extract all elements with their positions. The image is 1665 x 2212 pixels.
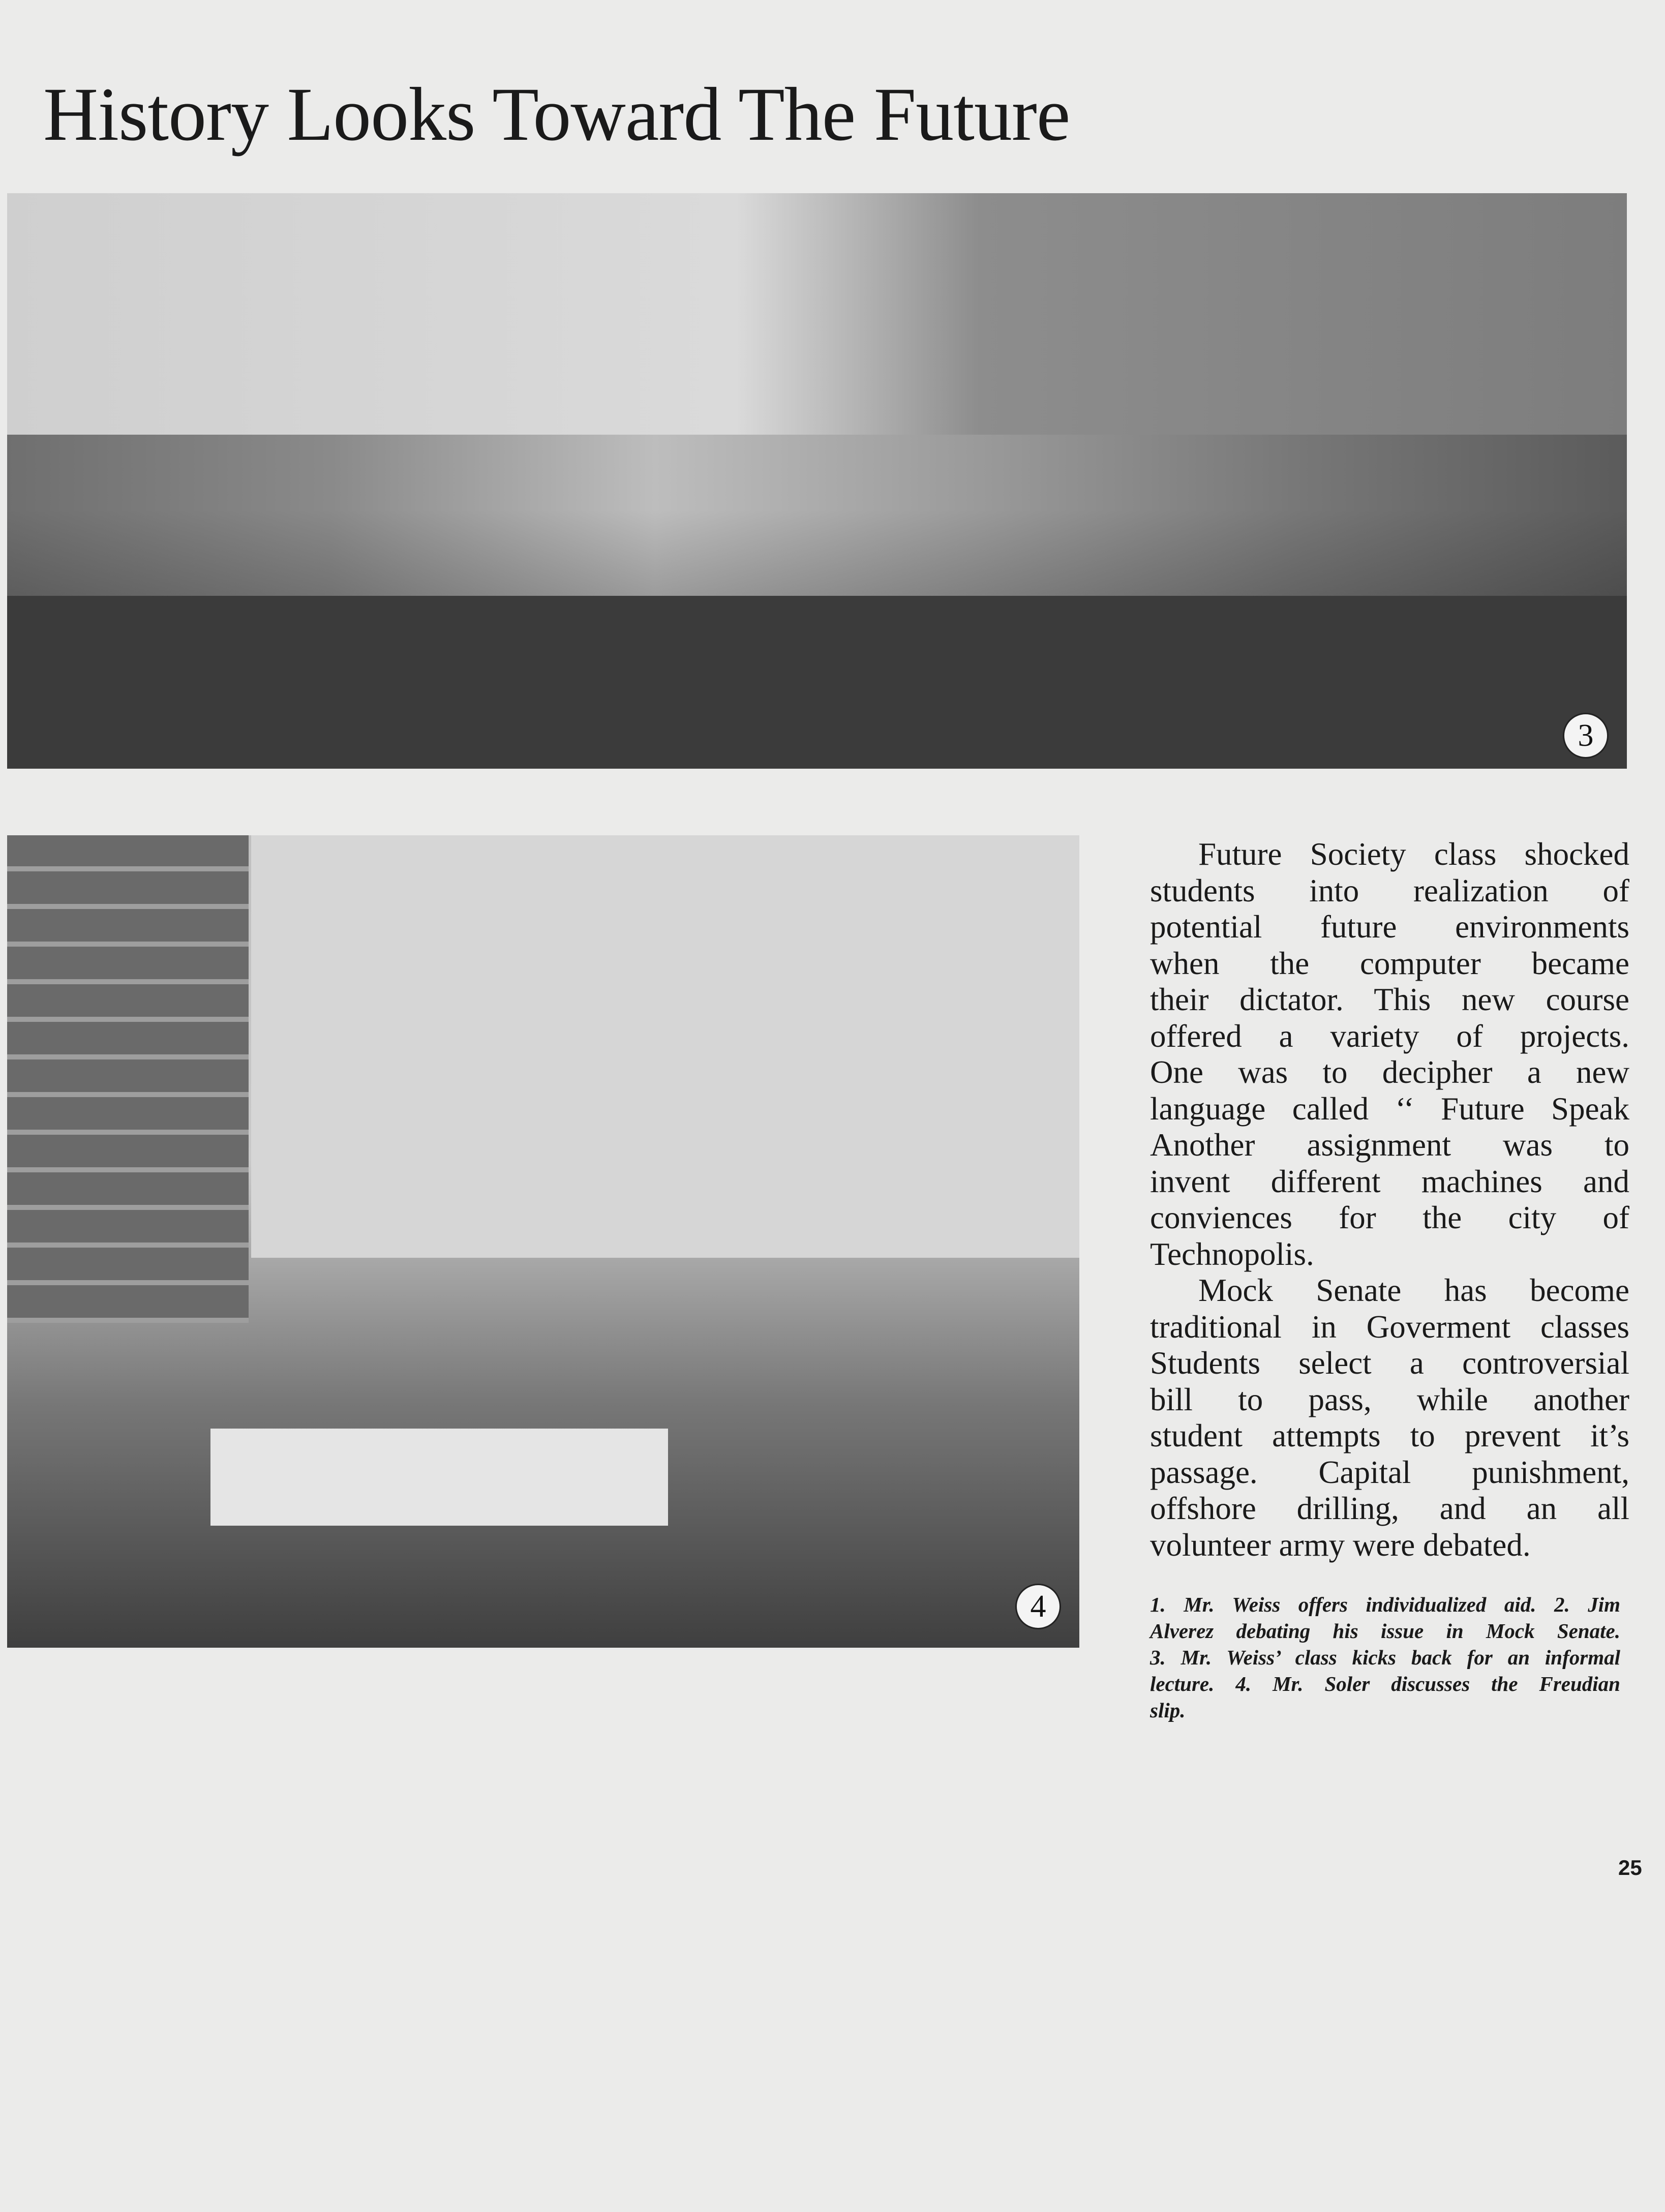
body-line: Future Society class shocked — [1198, 836, 1629, 872]
body-line: student attempts to prevent it’s — [1150, 1418, 1629, 1453]
page-title: History Looks Toward The Future — [43, 72, 1070, 157]
body-line: passage. Capital punishment, — [1150, 1454, 1629, 1490]
photo-number-badge: 4 — [1015, 1584, 1061, 1629]
body-line: when the computer became — [1150, 945, 1629, 981]
body-line: Technopolis. — [1150, 1236, 1314, 1272]
body-line: volunteer army were debated. — [1150, 1527, 1531, 1563]
photo-class-informal-lecture — [7, 193, 1627, 769]
body-line: One was to decipher a new — [1150, 1054, 1629, 1090]
photo-floor — [7, 596, 1627, 769]
body-line: Mock Senate has become — [1198, 1272, 1629, 1308]
article-body — [1150, 836, 1629, 1563]
photo-brick-wall — [7, 835, 249, 1323]
caption-line: lecture. 4. Mr. Soler discusses the Freudian — [1150, 1672, 1620, 1695]
photo-captions — [1150, 1591, 1620, 1723]
photo-number-badge: 3 — [1563, 713, 1609, 759]
caption-line: Alverez debating his issue in Mock Senate. — [1150, 1619, 1620, 1643]
body-line: invent different machines and — [1150, 1163, 1629, 1199]
caption-line: 3. Mr. Weiss’ class kicks back for an informal — [1150, 1646, 1620, 1669]
body-line: language called ‘‘ Future Speak — [1150, 1090, 1629, 1127]
photo-wall — [7, 193, 1627, 435]
body-line: students into realization of — [1150, 872, 1629, 908]
photo-teacher-discussion — [7, 835, 1079, 1648]
body-line: conviences for the city of — [1150, 1200, 1629, 1235]
body-line: potential future environments — [1150, 909, 1629, 945]
body-line: offshore drilling, and an all — [1150, 1491, 1629, 1526]
photo-table — [210, 1429, 668, 1526]
body-line: Another assignment was to — [1150, 1127, 1629, 1163]
body-line: bill to pass, while another — [1150, 1381, 1629, 1417]
body-line: Students select a controversial — [1150, 1345, 1629, 1381]
caption-line: slip. — [1150, 1699, 1186, 1722]
page-number: 25 — [1618, 1856, 1642, 1880]
body-line: traditional in Goverment classes — [1150, 1309, 1629, 1345]
photo-board — [251, 835, 1079, 1258]
caption-line: 1. Mr. Weiss offers individualized aid. 2. Jim — [1150, 1593, 1620, 1616]
body-line: offered a variety of projects. — [1150, 1018, 1629, 1054]
body-line: their dictator. This new course — [1150, 982, 1629, 1017]
